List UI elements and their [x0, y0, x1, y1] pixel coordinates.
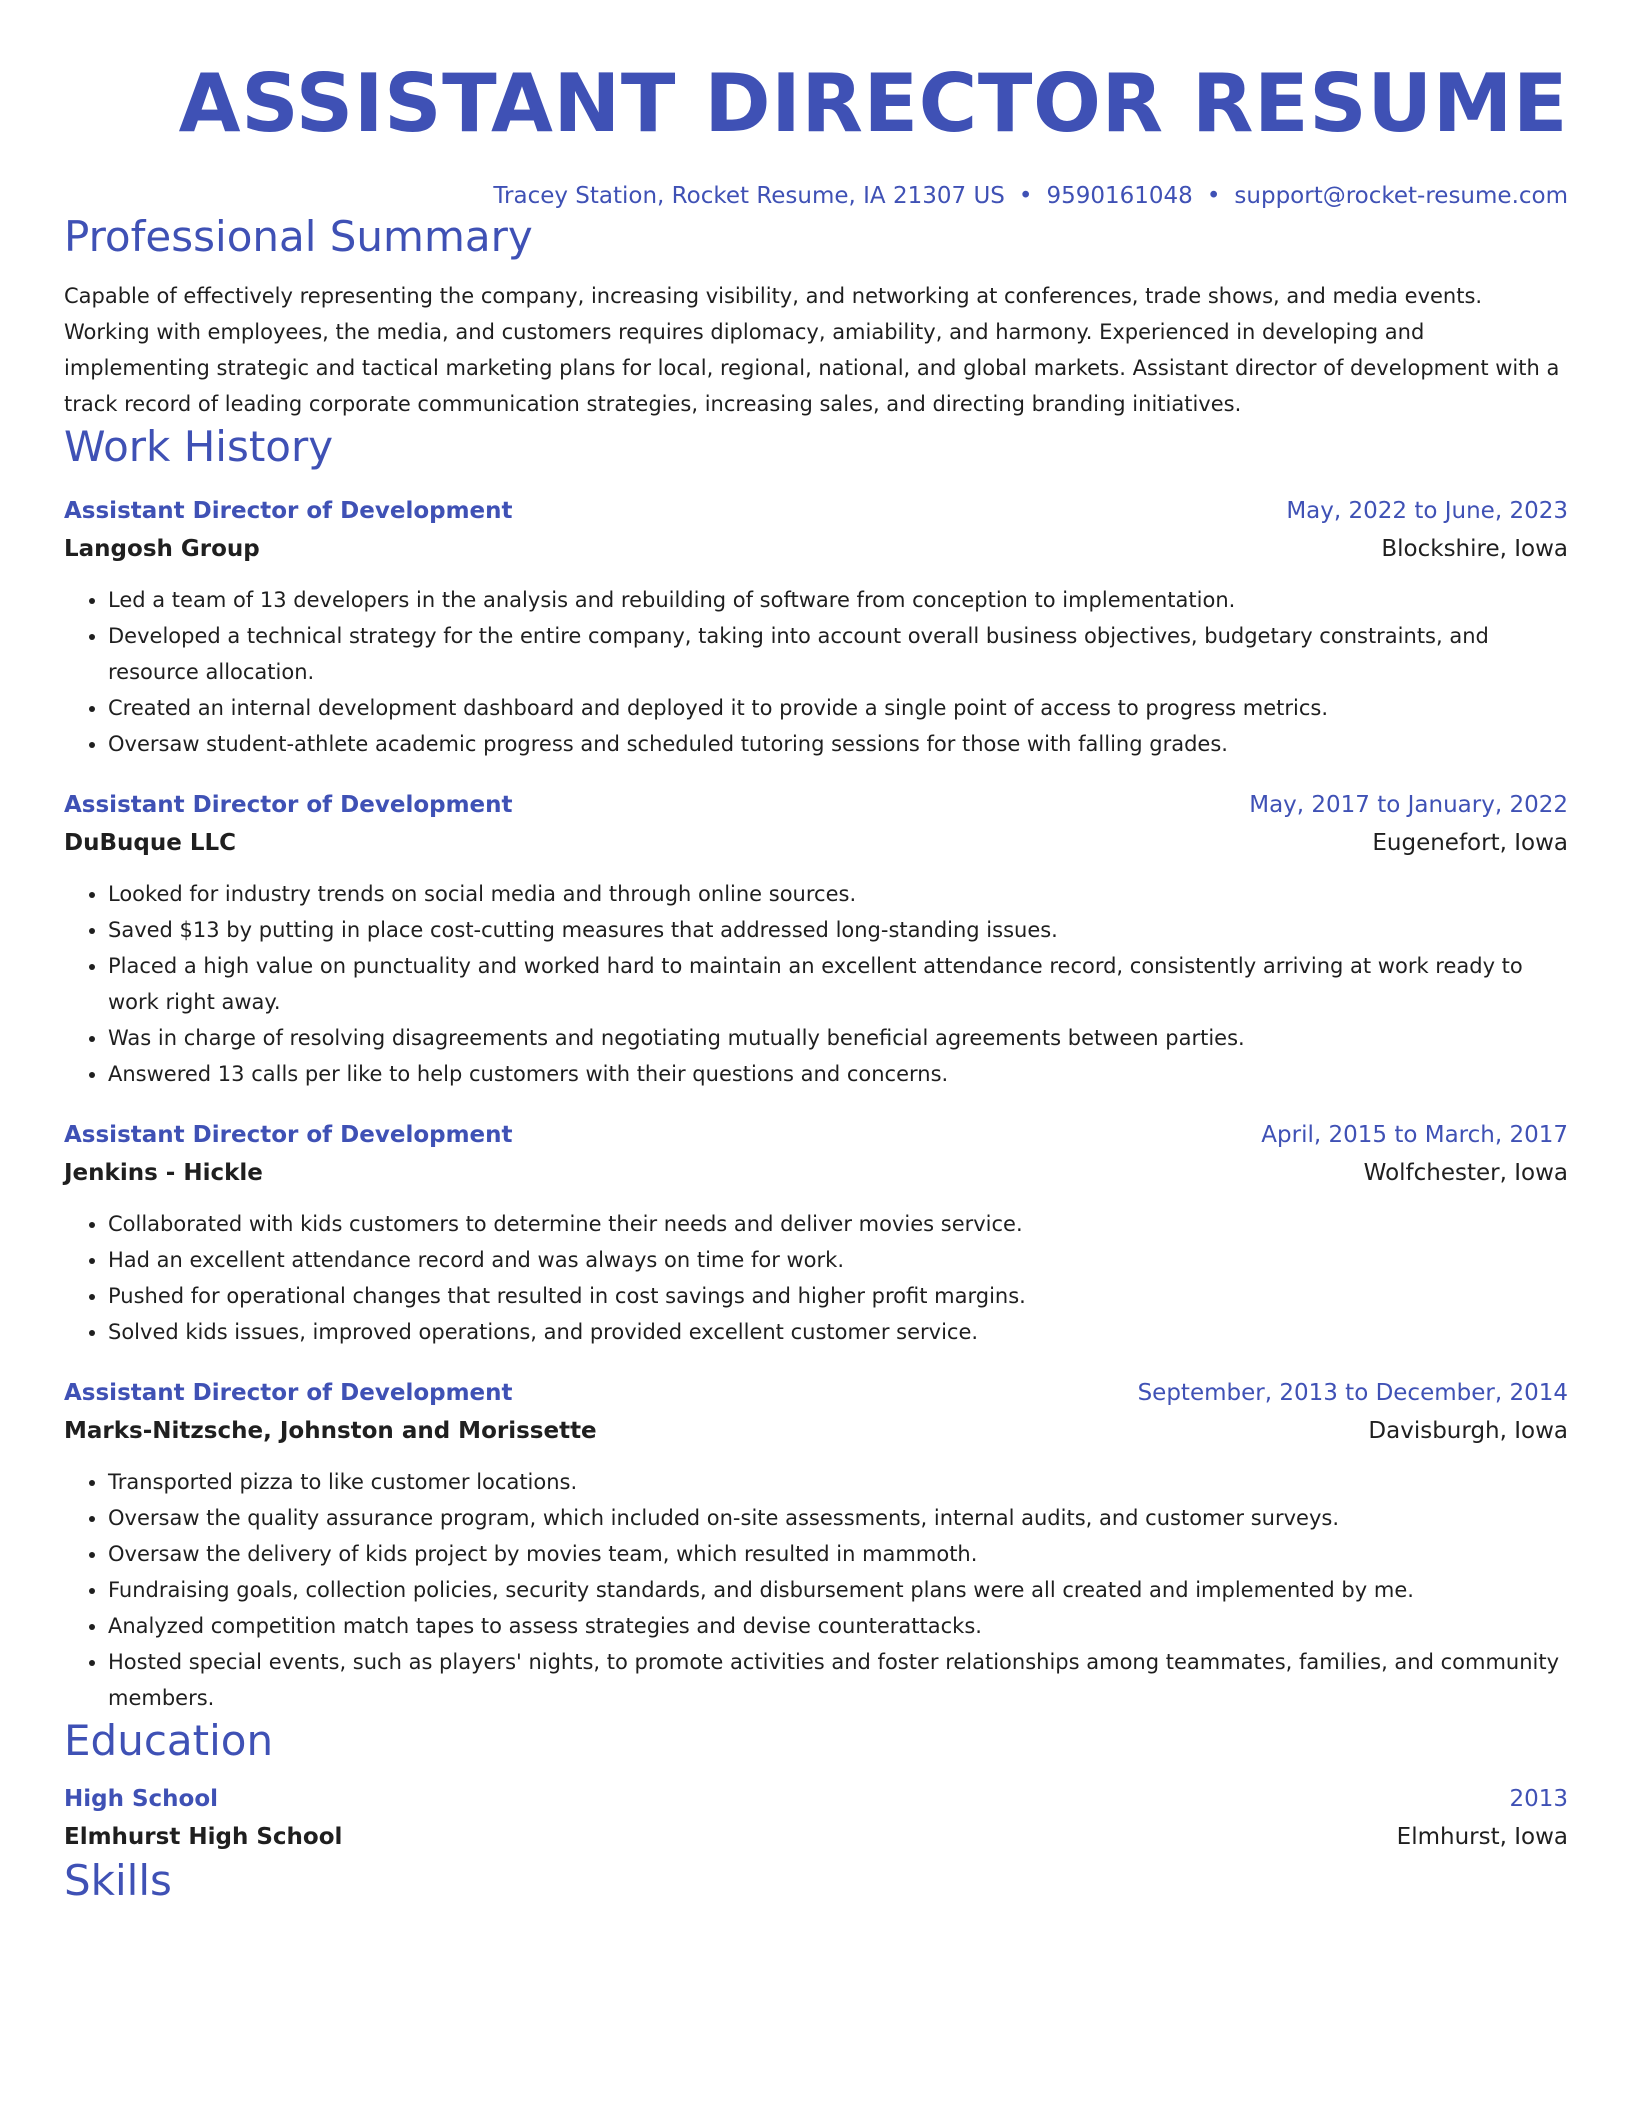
- work-history-list: [64, 492, 1568, 1716]
- job-role: Assistant Director of Development: [64, 792, 513, 818]
- job-bullet: • Transported pizza to like customer locations.: [108, 1464, 1568, 1500]
- job-bullet: • Oversaw the quality assurance program, which included on-site assessments, internal audits, and customer surveys.: [108, 1500, 1568, 1536]
- summary-heading: Professional Summary: [64, 212, 533, 261]
- education-heading: Education: [64, 1716, 274, 1765]
- contact-line: [64, 180, 1568, 212]
- job-bullet: • Solved kids issues, improved operations, and provided excellent customer service.: [108, 1314, 1568, 1350]
- job-bullet: • Led a team of 13 developers in the analysis and rebuilding of software from conception to implementation.: [108, 582, 1568, 618]
- job-company: Marks-Nitzsche, Johnston and Morissette: [64, 1418, 597, 1444]
- job-bullets: [64, 1206, 1568, 1350]
- job-bullet: • Oversaw the delivery of kids project by movies team, which resulted in mammoth.: [108, 1536, 1568, 1572]
- job-entry: [64, 1374, 1568, 1716]
- job-entry: [64, 786, 1568, 1092]
- job-bullet: • Answered 13 calls per like to help customers with their questions and concerns.: [108, 1056, 1568, 1092]
- job-role: Assistant Director of Development: [64, 1380, 513, 1406]
- job-bullet: • Had an excellent attendance record and was always on time for work.: [108, 1242, 1568, 1278]
- contact-address: Tracey Station, Rocket Resume, IA 21307 US: [493, 183, 1005, 209]
- job-bullet: • Placed a high value on punctuality and worked hard to maintain an excellent attendance record, consistently arriving at work ready to work right away.: [108, 948, 1568, 1020]
- job-bullet: • Oversaw student-athlete academic progress and scheduled tutoring sessions for those with falling grades.: [108, 726, 1568, 762]
- job-bullet: • Pushed for operational changes that resulted in cost savings and higher profit margins.: [108, 1278, 1568, 1314]
- job-role: Assistant Director of Development: [64, 498, 513, 524]
- job-bullet: • Was in charge of resolving disagreements and negotiating mutually beneficial agreements between parties.: [108, 1020, 1568, 1056]
- job-bullet: • Fundraising goals, collection policies, security standards, and disbursement plans were all created and implemented by me.: [108, 1572, 1568, 1608]
- contact-separator: •: [1206, 183, 1221, 209]
- job-dates: May, 2022 to June, 2023: [1286, 498, 1568, 524]
- job-bullet: • Analyzed competition match tapes to assess strategies and devise counterattacks.: [108, 1608, 1568, 1644]
- job-bullets: [64, 876, 1568, 1092]
- job-bullet: • Created an internal development dashboard and deployed it to provide a single point of access to progress metrics.: [108, 690, 1568, 726]
- job-location: Wolfchester, Iowa: [1363, 1160, 1568, 1186]
- education-degree: High School: [64, 1786, 219, 1812]
- contact-separator: •: [1018, 183, 1033, 209]
- job-location: Blockshire, Iowa: [1381, 536, 1568, 562]
- job-bullet: • Collaborated with kids customers to determine their needs and deliver movies service.: [108, 1206, 1568, 1242]
- job-role: Assistant Director of Development: [64, 1122, 513, 1148]
- resume-page: [64, 0, 1568, 1906]
- job-bullet: • Saved $13 by putting in place cost-cutting measures that addressed long-standing issues.: [108, 912, 1568, 948]
- resume-title: ASSISTANT DIRECTOR RESUME: [178, 57, 1568, 150]
- job-entry: [64, 1116, 1568, 1350]
- education-year: 2013: [1509, 1786, 1568, 1812]
- job-location: Eugenefort, Iowa: [1372, 830, 1568, 856]
- job-company: DuBuque LLC: [64, 830, 237, 856]
- work-history-heading: Work History: [64, 422, 334, 471]
- job-dates: September, 2013 to December, 2014: [1137, 1380, 1568, 1406]
- job-dates: April, 2015 to March, 2017: [1261, 1122, 1568, 1148]
- job-bullets: [64, 1464, 1568, 1716]
- contact-email: support@rocket-resume.com: [1234, 183, 1568, 209]
- job-company: Jenkins - Hickle: [64, 1160, 263, 1186]
- job-bullet: • Hosted special events, such as players' nights, to promote activities and foster relationships among teammates, families, and community members.: [108, 1644, 1568, 1716]
- job-dates: May, 2017 to January, 2022: [1249, 792, 1568, 818]
- job-entry: [64, 492, 1568, 762]
- job-bullets: [64, 582, 1568, 762]
- education-location: Elmhurst, Iowa: [1396, 1824, 1568, 1850]
- job-bullet: • Developed a technical strategy for the entire company, taking into account overall business objectives, budgetary constraints, and resource allocation.: [108, 618, 1568, 690]
- skills-heading: Skills: [64, 1856, 172, 1905]
- job-company: Langosh Group: [64, 536, 260, 562]
- job-location: Davisburgh, Iowa: [1368, 1418, 1568, 1444]
- job-bullet: • Looked for industry trends on social media and through online sources.: [108, 876, 1568, 912]
- contact-phone: 9590161048: [1046, 183, 1193, 209]
- summary-text: Capable of effectively representing the company, increasing visibility, and networking at conferences, trade shows, and media events. Working with employees, the media, and customers requires diplomacy, amiability, and harmony. Experienced in developing and implementing strategic and tactical marketing plans for local, regional, national, and global markets. Assistant director of development with a track record of leading corporate communication strategies, increasing sales, and directing branding initiatives.: [64, 284, 1560, 416]
- education-school: Elmhurst High School: [64, 1824, 343, 1850]
- education-entry: [64, 1780, 1568, 1856]
